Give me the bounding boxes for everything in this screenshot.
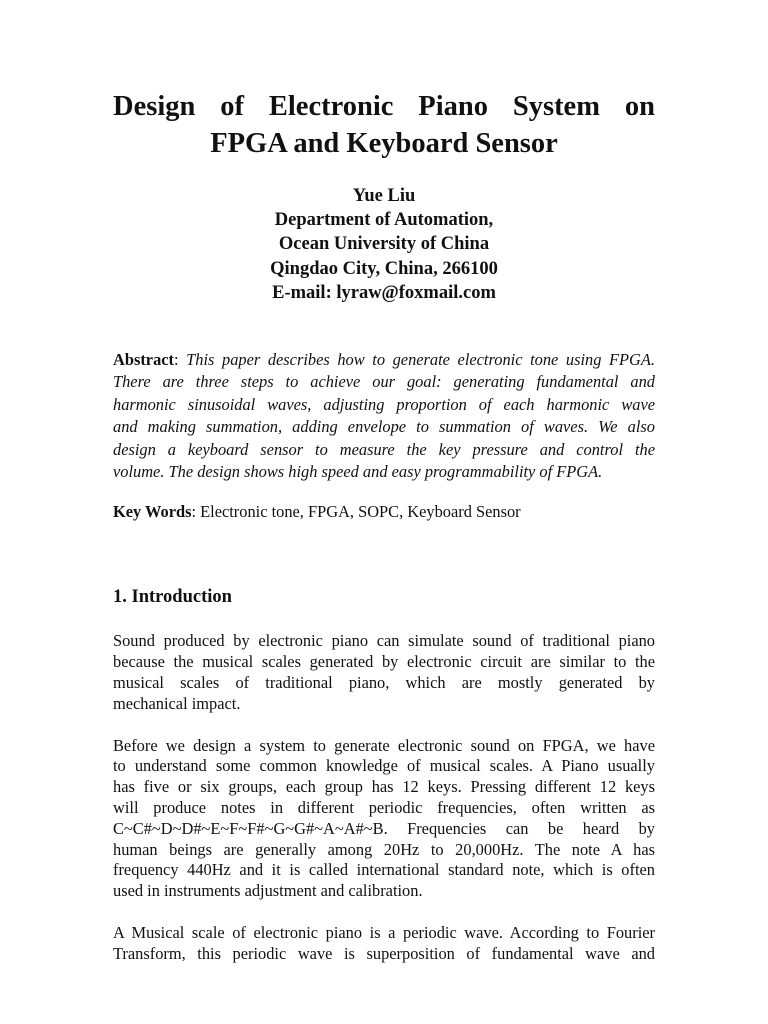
title-word: of xyxy=(220,91,244,122)
keywords-label: Key Words xyxy=(113,502,192,522)
abstract xyxy=(113,349,655,483)
paragraph xyxy=(113,736,655,902)
paragraph-line: C~C#~D~D#~E~F~F#~G~G#~A~A#~B. Frequencies can be heard by xyxy=(113,818,655,838)
abstract-line: and making summation, adding envelope to summation of waves. We also xyxy=(113,417,655,437)
paragraph-line: Sound produced by electronic piano can simulate sound of traditional piano xyxy=(113,631,655,651)
title-word: Design xyxy=(113,91,196,122)
paragraph-line: used in instruments adjustment and calibration. xyxy=(113,881,423,901)
section-heading-introduction: 1. Introduction xyxy=(113,587,232,608)
author-name: Yue Liu xyxy=(352,186,416,206)
author-university: Ocean University of China xyxy=(278,234,490,255)
keywords xyxy=(113,501,655,523)
paragraph-line: will produce notes in different periodic frequencies, often written as xyxy=(113,798,655,818)
author-block xyxy=(113,184,655,305)
paragraph-line: Transform, this periodic wave is superposition of fundamental wave and xyxy=(113,943,655,963)
paper-page xyxy=(113,88,655,965)
keywords-text: : Electronic tone, FPGA, SOPC, Keyboard Sensor xyxy=(191,502,521,522)
paragraph-line: to understand some common knowledge of musical scales. A Piano usually xyxy=(113,756,655,776)
abstract-line: There are three steps to achieve our goal: generating fundamental and xyxy=(113,372,655,392)
author-city: Qingdao City, China, 266100 xyxy=(270,258,498,279)
title-line-1 xyxy=(113,88,655,125)
abstract-label: Abstract xyxy=(113,350,174,370)
abstract-line: This paper describes how to generate electronic tone using FPGA. xyxy=(186,350,655,370)
abstract-line: design a keyboard sensor to measure the key pressure and control the xyxy=(113,439,655,459)
paragraph-line: Before we design a system to generate electronic sound on FPGA, we have xyxy=(113,735,655,755)
title-word: System xyxy=(512,91,600,122)
paragraph xyxy=(113,631,655,714)
abstract-line: harmonic sinusoidal waves, adjusting proportion of each harmonic wave xyxy=(113,394,655,414)
abstract-line: volume. The design shows high speed and easy programmability of FPGA. xyxy=(113,462,603,482)
paragraph-line: human beings are generally among 20Hz to 20,000Hz. The note A has xyxy=(113,839,655,859)
title-word: on xyxy=(624,91,655,122)
paragraph-line: mechanical impact. xyxy=(113,693,241,713)
author-email: E-mail: lyraw@foxmail.com xyxy=(272,282,496,303)
title-word: Electronic xyxy=(268,91,394,122)
paragraph-line: A Musical scale of electronic piano is a periodic wave. According to Fourier xyxy=(113,923,655,943)
paragraph xyxy=(113,923,655,965)
abstract-separator: : xyxy=(174,350,187,370)
author-department: Department of Automation, xyxy=(274,210,494,231)
title-word: Piano xyxy=(418,91,488,122)
paragraph-line: because the musical scales generated by electronic circuit are similar to the xyxy=(113,652,655,672)
paper-title xyxy=(113,88,655,162)
paragraph-line: musical scales of traditional piano, which are mostly generated by xyxy=(113,673,655,693)
title-line-2: FPGA and Keyboard Sensor xyxy=(210,128,558,159)
paragraph-line: frequency 440Hz and it is called international standard note, which is often xyxy=(113,860,655,880)
paragraph-line: has five or six groups, each group has 12 keys. Pressing different 12 keys xyxy=(113,777,655,797)
